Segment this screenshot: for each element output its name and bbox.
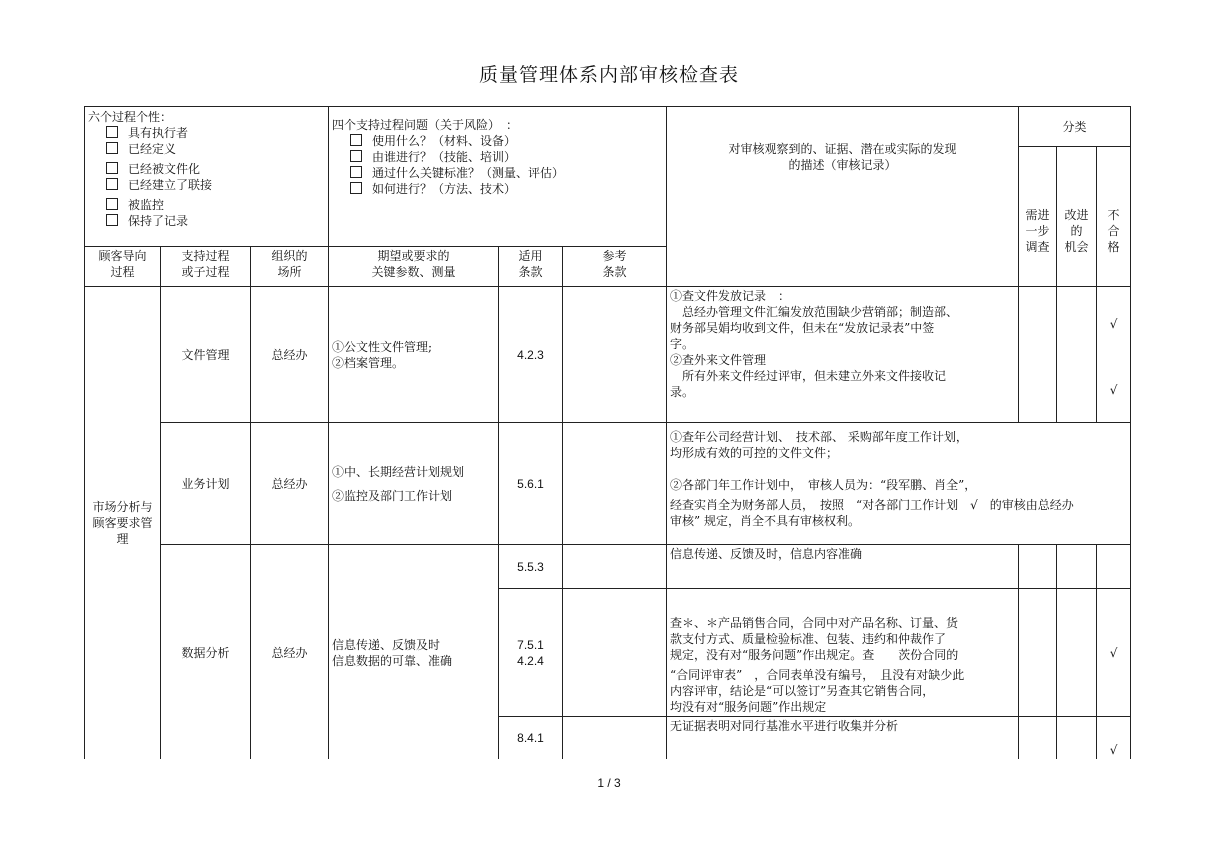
checkbox-icon (106, 126, 118, 138)
investigate-cell (1019, 287, 1057, 423)
investigate-cell (1019, 545, 1057, 589)
support-process-cell (161, 717, 251, 759)
clause-cell: 8.4.1 (499, 717, 563, 759)
six-process-item: 被监控 (88, 197, 325, 213)
four-support-item: 由谁进行？（技能、培训） (332, 149, 663, 165)
col-support-process: 支持过程 或子过程 (161, 247, 251, 287)
expectation-cell (329, 717, 499, 759)
clause-cell: 5.5.3 (499, 545, 563, 589)
table-row (85, 717, 1131, 759)
reference-cell (563, 717, 667, 759)
investigate-cell (1019, 589, 1057, 717)
findings-cell: ①查年公司经营计划、 技术部、 采购部年度工作计划， 均形成有效的可控的文件文件； ②各部门年工作计划中， 审核人员为：“段军鹏、肖全”， 经查实肖全为财务部人员， 按照 “对各部门工作计划 √ 的审核由总经办 审核” 规定，肖全不具有审核权利。 (667, 423, 1131, 545)
reference-cell (563, 589, 667, 717)
class-nonconform-header: 不 合 格 (1097, 147, 1131, 287)
location-cell: 总经办 (251, 423, 329, 545)
expectation-cell: 信息传递、反馈及时 信息数据的可靠、准确 (329, 589, 499, 717)
investigate-cell (1019, 717, 1057, 759)
location-cell: 总经办 (251, 589, 329, 717)
improve-cell (1057, 287, 1097, 423)
support-process-cell (161, 545, 251, 589)
table-row (85, 589, 1131, 717)
four-support-item: 通过什么关键标准？（测量、评估） (332, 165, 663, 181)
checkbox-icon (350, 134, 362, 146)
check-mark: √ (1109, 383, 1118, 397)
checkbox-icon (106, 178, 118, 190)
check-mark: √ (1109, 645, 1118, 660)
class-investigate-header: 需进 一步 调查 (1019, 147, 1057, 287)
checkbox-icon (350, 182, 362, 194)
check-mark: √ (1109, 317, 1118, 331)
checkbox-icon (106, 198, 118, 210)
support-process-cell: 数据分析 (161, 589, 251, 717)
findings-cell: 查＊、＊产品销售合同，合同中对产品名称、订量、货 款支付方式、质量检验标准、包装、违约和仲裁作了 规定，没有对“服务问题”作出规定。查 茨份合同的 “合同评审表” ，合同表单没有编号， 且没有对缺少此 内容评审，结论是“可以签订”另查其它销售合同， 均没有对“服务问题”作出规定 (667, 589, 1019, 717)
audit-checklist-table (84, 106, 1131, 759)
four-support-title: 四个支持过程问题（关于风险） ： (332, 118, 519, 132)
customer-process-cell: 市场分析与 顾客要求管 理 (85, 287, 161, 759)
six-process-item: 已经定义 (88, 141, 325, 157)
col-clause: 适用 条款 (499, 247, 563, 287)
nonconform-cell (1097, 717, 1131, 759)
four-support-item: 如何进行？（方法、技术） (332, 181, 663, 197)
findings-cell: 无证据表明对同行基准水平进行收集并分析 (667, 717, 1019, 759)
col-reference: 参考 条款 (563, 247, 667, 287)
support-process-cell: 文件管理 (161, 287, 251, 423)
checkbox-icon (350, 150, 362, 162)
six-process-item: 已经建立了联接 (88, 177, 325, 193)
clause-cell: 7.5.1 4.2.4 (499, 589, 563, 717)
location-cell: 总经办 (251, 287, 329, 423)
nonconform-cell (1097, 287, 1131, 423)
nonconform-cell (1097, 589, 1131, 717)
checkbox-icon (350, 166, 362, 178)
expectation-cell (329, 545, 499, 589)
check-mark: √ (1109, 742, 1118, 757)
checkbox-icon (106, 162, 118, 174)
class-improve-header: 改进 的 机会 (1057, 147, 1097, 287)
nonconform-cell (1097, 545, 1131, 589)
reference-cell (563, 545, 667, 589)
document-title: 质量管理体系内部审核检查表 (478, 64, 739, 86)
table-row (85, 423, 1131, 545)
improve-cell (1057, 717, 1097, 759)
checkbox-icon (106, 214, 118, 226)
location-cell (251, 545, 329, 589)
support-process-cell: 业务计划 (161, 423, 251, 545)
location-cell (251, 717, 329, 759)
six-process-title: 六个过程个性： (88, 110, 173, 124)
six-process-item: 已经被文件化 (88, 161, 325, 177)
page-number: 1 / 3 (597, 776, 621, 790)
table-row (85, 545, 1131, 589)
expectation-cell: ①公文性文件管理; ②档案管理。 (329, 287, 499, 423)
improve-cell (1057, 589, 1097, 717)
findings-description-header: 对审核观察到的、证据、潜在或实际的发现 的描述（审核记录） (667, 107, 1019, 287)
checkbox-icon (106, 142, 118, 154)
table-row (85, 287, 1131, 423)
col-expectation: 期望或要求的 关键参数、测量 (329, 247, 499, 287)
improve-cell (1057, 545, 1097, 589)
classification-header: 分类 (1019, 107, 1131, 147)
four-support-box (329, 107, 667, 247)
col-customer-process: 顾客导向 过程 (85, 247, 161, 287)
findings-cell: 信息传递、反馈及时，信息内容准确 (667, 545, 1019, 589)
clause-cell: 4.2.3 (499, 287, 563, 423)
six-process-item: 保持了记录 (88, 213, 325, 229)
four-support-item: 使用什么？（材料、设备） (332, 133, 663, 149)
six-process-box (85, 107, 329, 247)
col-location: 组织的 场所 (251, 247, 329, 287)
clause-cell: 5.6.1 (499, 423, 563, 545)
expectation-cell: ①中、长期经营计划规划 ②监控及部门工作计划 (329, 423, 499, 545)
findings-cell: ①查文件发放记录 ： 总经办管理文件汇编发放范围缺少营销部；制造部、 财务部吴娟均收到文件，但未在“发放记录表”中签 字。 ②查外来文件管理 所有外来文件经过评审，但未建立外来文件接收记 录。 (667, 287, 1019, 423)
reference-cell (563, 287, 667, 423)
six-process-item: 具有执行者 (88, 125, 325, 141)
reference-cell (563, 423, 667, 545)
